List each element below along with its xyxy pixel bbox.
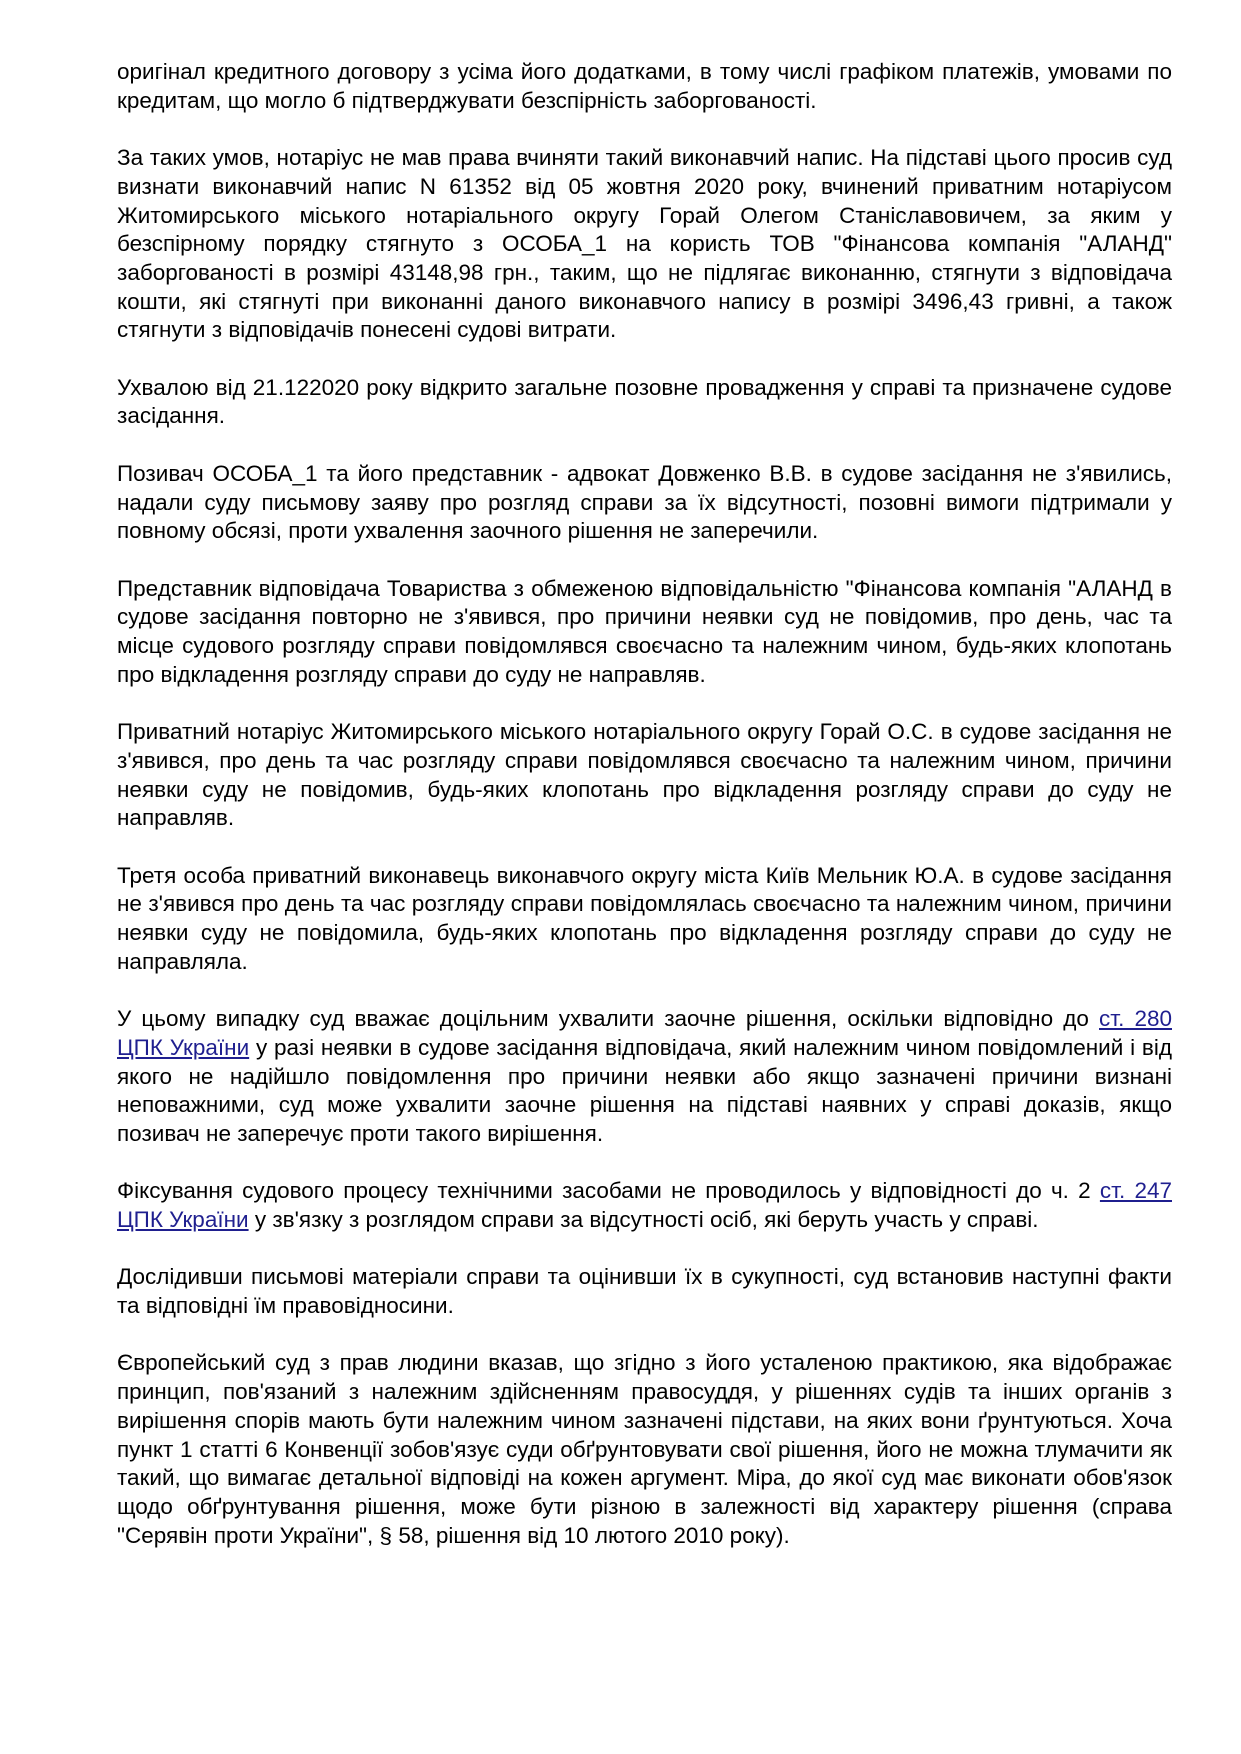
paragraph-8-text-before: У цьому випадку суд вважає доцільним ухвалити заочне рішення, оскільки відповідно до xyxy=(117,1006,1100,1032)
paragraph-4: Позивач ОСОБА_1 та його представник - адвокат Довженко В.В. в судове засідання не з'явились, надали суду письмову заяву про розгляд справи за їх відсутності, позовні вимоги підтримали у повному обсязі, проти ухвалення заочного рішення не заперечили. xyxy=(117,460,1172,544)
law-link-article-247[interactable]: ст. 247 ЦПК України xyxy=(117,1178,1172,1232)
law-link-article-280[interactable]: ст. 280 ЦПК України xyxy=(117,1006,1172,1060)
paragraph-9-text-before: Фіксування судового процесу технічними засобами не проводилось у відповідності до ч. 2 xyxy=(117,1178,1100,1204)
paragraph-2: За таких умов, нотаріус не мав права вчиняти такий виконавчий напис. На підставі цього просив суд визнати виконавчий напис N 61352 від 05 жовтня 2020 року, вчинений приватним нотаріусом Житомирського міського нотаріального округу Горай Олегом Станіславовичем, за яким у безспірному порядку стягнуто з ОСОБА_1 на користь ТОВ "Фінансова компанія "АЛАНД" заборгованості в розмірі 43148,98 грн., таким, що не підлягає виконанню, стягнути з відповідача кошти, які стягнуті при виконанні даного виконавчого напису в розмірі 3496,43 гривні, а також стягнути з відповідачів понесені судові витрати. xyxy=(117,145,1172,343)
paragraph-1: оригінал кредитного договору з усіма його додатками, в тому числі графіком платежів, умовами по кредитам, що могло б підтверджувати безспірність заборгованості. xyxy=(117,59,1172,113)
paragraph-9-text-after: у зв'язку з розглядом справи за відсутності осіб, які беруть участь у справі. xyxy=(248,1207,1039,1232)
paragraph-10: Дослідивши письмові матеріали справи та оцінивши їх в сукупності, суд встановив наступні факти та відповідні їм правовідносини. xyxy=(117,1264,1172,1319)
paragraph-5: Представник відповідача Товариства з обмеженою відповідальністю "Фінансова компанія "АЛАНД в судове засідання повторно не з'явився, про причини неявки суд не повідомив, про день, час та місце судового розгляду справи повідомлявся своєчасно та належним чином, будь-яких клопотань про відкладення розгляду справи до суду не направляв. xyxy=(117,575,1172,687)
document-page xyxy=(117,58,1172,1579)
paragraph-11: Європейський суд з прав людини вказав, що згідно з його усталеною практикою, яка відображає принцип, пов'язаний з належним здійсненням правосуддя, у рішеннях судів та інших органів з вирішення спорів мають бути належним чином зазначені підстави, на яких вони ґрунтуються. Хоча пункт 1 статті 6 Конвенції зобов'язує суди обґрунтовувати свої рішення, його не можна тлумачити як такий, що вимагає детальної відповіді на кожен аргумент. Міра, до якої суд має виконати обов'язок щодо обґрунтування рішення, може бути різною в залежності від характеру рішення (справа "Серявін проти України", § 58, рішення від 10 лютого 2010 року). xyxy=(117,1350,1172,1548)
paragraph-9 xyxy=(117,1177,1172,1234)
paragraph-8 xyxy=(117,1005,1172,1149)
paragraph-8-text-after: у разі неявки в судове засідання відповідача, який належним чином повідомлений і від якого не надійшло повідомлення про причини неявки або якщо зазначені причини визнані неповажними, суд може ухвалити заочне рішення на підставі наявних у справі доказів, якщо позивач не заперечує проти такого вирішення. xyxy=(117,1034,1172,1146)
paragraph-6: Приватний нотаріус Житомирського міського нотаріального округу Горай О.С. в судове засідання не з'явився, про день та час розгляду справи повідомлявся своєчасно та належним чином, причини неявки суду не повідомив, будь-яких клопотань про відкладення розгляду справи до суду не направляв. xyxy=(117,719,1172,831)
paragraph-3: Ухвалою від 21.122020 року відкрито загальне позовне провадження у справі та призначене судове засідання. xyxy=(117,374,1172,429)
paragraph-7: Третя особа приватний виконавець виконавчого округу міста Київ Мельник Ю.А. в судове засідання не з'явився про день та час розгляду справи повідомлялась своєчасно та належним чином, причини неявки суду не повідомила, будь-яких клопотань про відкладення розгляду справи до суду не направляла. xyxy=(117,862,1172,974)
